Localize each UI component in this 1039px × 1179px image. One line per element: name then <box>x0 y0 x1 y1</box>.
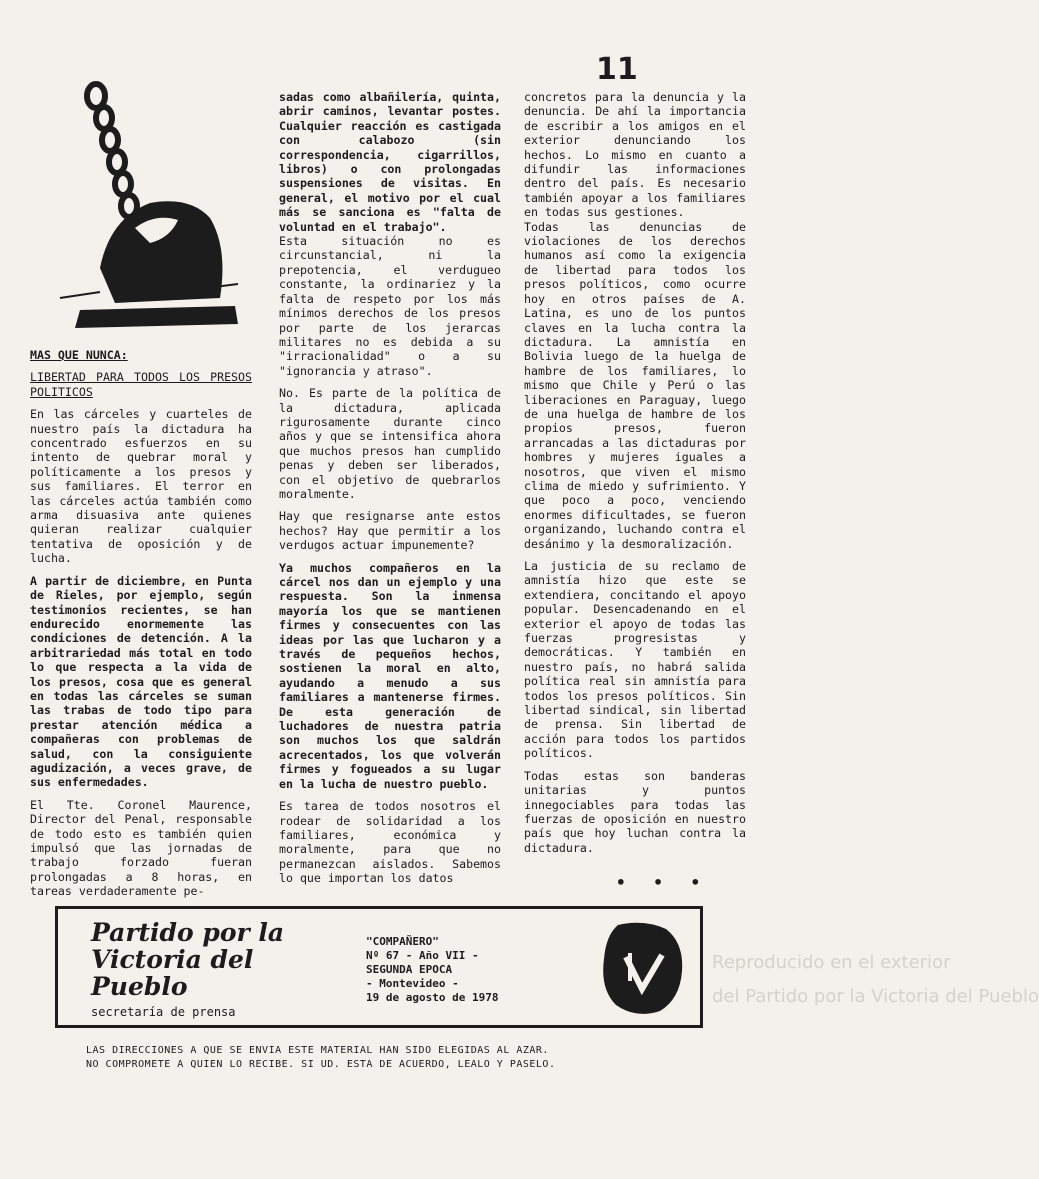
city: - Montevideo - <box>366 977 459 990</box>
article-subheading: LIBERTAD PARA TODOS LOS PRESOS POLITICOS <box>30 370 252 399</box>
show-through-text <box>712 946 1039 1014</box>
article-paragraph: El Tte. Coronel Maurence, Director del Penal, responsable de todo esto es también quien impulsó que las jornadas de trabajo forzado fueran prolongadas a 8 horas, en tareas verdaderamente pe- <box>30 797 252 899</box>
article-paragraph: concretos para la denuncia y la denuncia. De ahí la importancia de escribir a los amigos en el exterior denunciando los hechos. Lo mismo en cuanto a difundir las informaciones dentro del país. Es necesario también apoyar a los familiares en todas sus gestiones. <box>524 90 746 220</box>
show-through-line: del Partido por la Victoria del Pueblo <box>712 986 1039 1007</box>
article-paragraph: En las cárceles y cuarteles de nuestro país la dictadura ha concentrado esfuerzos en su intento de quebrar moral y políticamente a los presos y sus familiares. El terror en las cárceles actúa también como arma disuasiva ante quienes quieran realizar cualquier tentativa de oposición y de lucha. <box>30 407 252 566</box>
ending-dots: • • • <box>616 873 710 892</box>
article-paragraph: sadas como albañilería, quinta, abrir caminos, levantar postes. Cualquier reacción es castigada con calabozo (sin correspondencia, cigarrillos, libros) o con prolongadas suspensiones de visitas. En general, el motivo por el cual más se sanciona es "falta de voluntad en el trabajo". <box>279 90 501 234</box>
article-paragraph: Todas las denuncias de violaciones de los derechos humanos así como la exigencia de libertad para todos los presos políticos, como ocurre hoy en otros países de A. Latina, es uno de los puntos claves en la lucha contra la dictadura. La amnistía en Bolivia luego de la huelga de hambre de los familiares, lo mismo que Chile y Perú o las liberaciones en Paraguay, luego de una huelga de hambre de los propios presos, fueron arrancadas a las dictaduras por hombres y mujeres iguales a nosotros, que viven el mismo clima de miedo y sufrimiento. Y que poco a poco, venciendo enormes dificultades, se fueron organizando, luchando contra el desánimo y la desmoralización. <box>524 219 746 551</box>
article-paragraph: Ya muchos compañeros en la cárcel nos dan un ejemplo y una respuesta. Son la inmensa mayoría los que se mantienen firmes y consecuentes con las ideas por las que lucharon y a través de pequeños hechos, sostienen la moral en alto, ayudando a menudo a sus familiares a mantenerse firmes. De esta generación de luchadores de nuestra patria son muchos los que saldrán acrecentados, los que volverán firmes y fogueados a su lugar en la lucha de nuestro pueblo. <box>279 560 501 791</box>
issue-number: Nº 67 - Año VII - <box>366 949 479 962</box>
article-paragraph: Es tarea de todos nosotros el rodear de solidaridad a los familiares, económica y moralmente, para que no permanezcan aislados. Sabemos lo que importan los datos <box>279 799 501 886</box>
department: secretaría de prensa <box>91 1005 236 1019</box>
publisher-box <box>55 906 703 1028</box>
show-through-line: Reproducido en el exterior <box>712 952 951 973</box>
article-paragraph: No. Es parte de la política de la dictadura, aplicada rigurosamente durante cinco años y que se intensifica ahora que muchos presos han cumplido penas y deben ser liberados, con el objetivo de quebrarlos moralmente. <box>279 386 501 501</box>
article-paragraph: Esta situación no es circunstancial, ni la prepotencia, el verdugueo constante, la ordinariez y la falta de respeto por los más mínimos derechos de los presos por parte de los jerarcas militares no es debida a su "irracionalidad" o a su "ignorancia y atraso". <box>279 234 501 378</box>
article-heading: MAS QUE NUNCA: <box>30 348 128 362</box>
disclaimer-line: LAS DIRECCIONES A QUE SE ENVIA ESTE MATERIAL HAN SIDO ELEGIDAS AL AZAR. <box>86 1045 549 1056</box>
article-column-1 <box>30 348 252 907</box>
party-name <box>91 919 351 1000</box>
publication-date: 19 de agosto de 1978 <box>366 991 499 1004</box>
article-paragraph: La justicia de su reclamo de amnistía hizo que este se extendiera, concitando el apoyo popular. Desencadenando en el exterior el apoyo de todas las fuerzas progresistas y democráticas. Y también en nuestro país, no habrá salida política real sin amnistía para todos los presos políticos. Sin libertad sindical, sin libertad de prensa. Sin libertad de acción para todos los partidos políticos. <box>524 559 746 761</box>
party-name-line: Pueblo <box>91 972 188 1001</box>
party-name-line: Victoria del <box>91 945 254 974</box>
article-paragraph: Hay que resignarse ante estos hechos? Hay que permitir a los verdugos actuar impunemente? <box>279 509 501 553</box>
article-paragraph: Todas estas son banderas unitarias y puntos innegociables para todas las fuerzas de oposición en nuestro país que hoy luchan contra la dictadura. <box>524 768 746 855</box>
party-name-line: Partido por la <box>91 918 285 947</box>
article-column-2 <box>279 90 501 894</box>
page-number: 11 <box>596 52 638 87</box>
prisoner-in-chains-illustration <box>60 78 240 338</box>
disclaimer-line: NO COMPROMETE A QUIEN LO RECIBE. SI UD. ESTA DE ACUERDO, LEALO Y PASELO. <box>86 1059 556 1070</box>
article-paragraph: A partir de diciembre, en Punta de Rieles, por ejemplo, según testimonios recientes, se han endurecido enormemente las condiciones de detención. A la arbitrariedad más total en todo lo que respecta a la vida de los presos, cosa que es general en todas las cárceles se suman las trabas de todo tipo para prestar atención médica a compañeras con problemas de salud, con la consiguiente agudización, a veces grave, de sus enfermedades. <box>30 573 252 790</box>
party-emblem-icon <box>596 919 688 1017</box>
period: SEGUNDA EPOCA <box>366 963 453 976</box>
publication-name: "COMPAÑERO" <box>366 935 439 948</box>
article-column-3 <box>524 90 746 863</box>
distribution-disclaimer <box>86 1044 686 1072</box>
publication-info <box>366 935 586 1005</box>
